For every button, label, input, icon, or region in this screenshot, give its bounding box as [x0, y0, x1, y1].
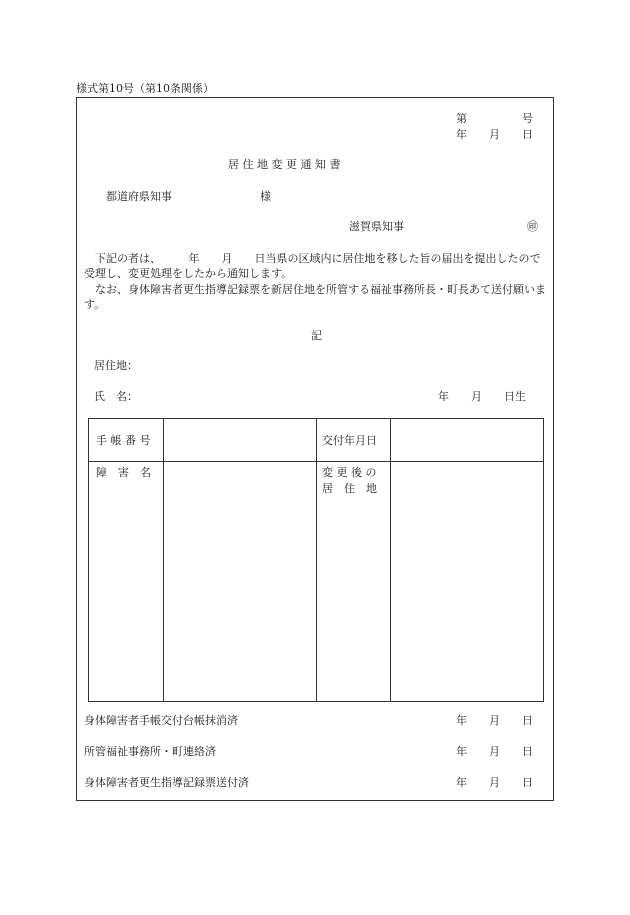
addressee: 都道府県知事 様 — [106, 190, 271, 203]
issue-date-label: 交付年月日 — [322, 434, 377, 447]
techo-number-label: 手 帳 番 号 — [96, 434, 151, 447]
footer-row-date: 年 月 日 — [456, 745, 533, 758]
info-table — [88, 418, 544, 702]
body-paragraph-2: なお、身体障害者更生指導記録票を新居住地を所管する福祉事務所長・町長あて送付願います。 — [84, 283, 546, 311]
name-label: 氏 名： — [94, 390, 138, 403]
form-caption: 様式第10号（第10条関係） — [76, 82, 214, 95]
document-title: 居 住 地 変 更 通 知 書 — [228, 158, 341, 171]
footer-row-label: 身体障害者更生指導記録票送付済 — [84, 776, 249, 789]
issue-date-cell[interactable] — [391, 421, 543, 459]
footer-row-date: 年 月 日 — [456, 776, 533, 789]
footer-row-date: 年 月 日 — [456, 714, 533, 727]
residence-label: 居住地： — [94, 359, 138, 372]
new-residence-label: 変 更 後 の — [322, 466, 377, 479]
seal-mark: ㊞ — [527, 220, 538, 233]
birth-date-label: 年 月 日生 — [438, 390, 526, 403]
footer-row-label: 身体障害者手帳交付台帳抹消済 — [84, 714, 238, 727]
new-residence-cell[interactable] — [391, 463, 543, 701]
disability-name-label: 障 害 名 — [96, 466, 151, 479]
document-date: 年 月 日 — [456, 128, 533, 141]
table-column-divider — [316, 419, 317, 701]
ki-heading: 記 — [311, 329, 322, 342]
body-paragraph-1: 下記の者は、 年 月 日当県の区域内に居住地を移した旨の届出を提出したので受理し、変更処理をしたから通知します。 — [84, 252, 541, 280]
techo-number-cell[interactable] — [164, 421, 315, 459]
disability-name-cell[interactable] — [164, 463, 315, 701]
document-number: 第 号 — [456, 112, 533, 125]
footer-row-label: 所管福祉事務所・町連絡済 — [84, 745, 216, 758]
sender-name: 滋賀県知事 — [349, 220, 404, 233]
new-residence-label: 居 住 地 — [322, 482, 377, 495]
